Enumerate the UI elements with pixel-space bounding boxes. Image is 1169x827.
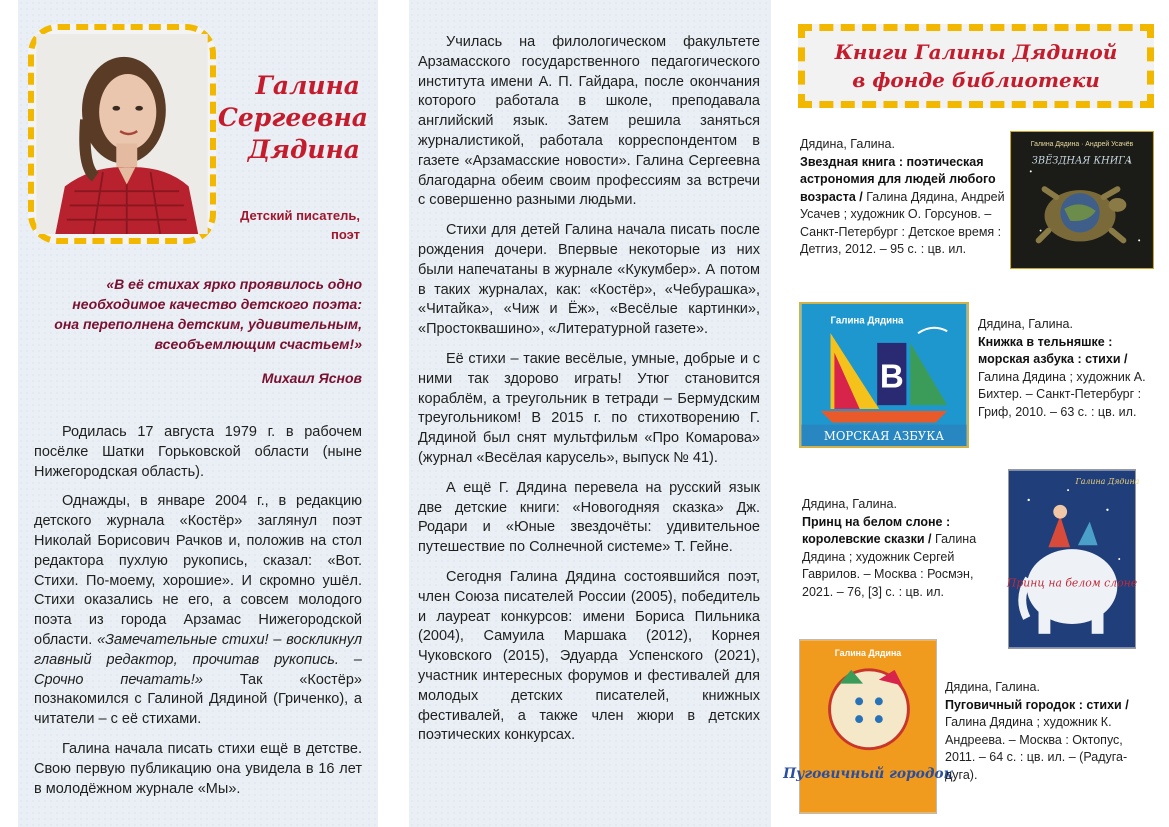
bio-paragraph: Сегодня Галина Дядина состоявшийся поэт, член Союза писателей России (2005), победитель и лауреат конкурсов: имени Бориса Пильника (2004), Самуила Маршака (2012), Корнея Чуковского (2015), Эдуарда Успенского (2021), участник интересных форумов и фестивалей для молодых детских писателей, книжных фестивалей, а также член жюри в детских поэтических конкурсах. xyxy=(418,568,760,744)
book-details: Галина Дядина ; художник Сергей Гаврилов. – Москва : Росмэн, 2021. – 76, [3] с. : цв. ил. xyxy=(802,532,977,599)
bio-paragraph: А ещё Г. Дядина перевела на русский язык две детские книги: «Новогодняя сказка» Дж. Родари и «Юные звездочёты: удивительное путешествие по Солнечной системе» Т. Гейне. xyxy=(418,479,760,556)
book-author: Дядина, Галина. xyxy=(945,680,1040,694)
quote-line: всеобъемлющим счастьем!» xyxy=(154,336,362,352)
cover-top-text: Галина Дядина xyxy=(834,648,902,659)
biography-middle xyxy=(418,33,760,756)
book-title: Книжка в тельняшке : морская азбука : стихи / xyxy=(978,334,1128,366)
header-line: Книги Галины Дядиной xyxy=(834,40,1118,64)
book-author: Дядина, Галина. xyxy=(802,497,897,511)
header-line: в фонде библиотеки xyxy=(852,68,1100,92)
cover-title-text: Пуговичный городок xyxy=(783,766,953,783)
book-entry xyxy=(945,679,1154,784)
book-entry xyxy=(800,136,1005,259)
cover-title-text: ЗВЁЗДНАЯ КНИГА xyxy=(1031,155,1133,167)
book-entry xyxy=(978,316,1154,421)
bio-italic-quote: «Замечательные стихи! – воскликнул главный редактор, прочитав рукопись. – Срочно печатать!» xyxy=(34,631,363,688)
book-details: Галина Дядина ; художник К. Андреева. – Москва : Октопус, 2011. – 64 с. : цв. ил. – (Радуга-дуга). xyxy=(945,715,1128,782)
books-header xyxy=(798,24,1154,108)
bio-paragraph: Родилась 17 августа 1979 г. в рабочем посёлке Шатки Горьковской области (ныне Нижегородская область). xyxy=(34,424,362,480)
bio-paragraph: Стихи для детей Галина начала писать после рождения дочери. Впервые некоторые из них были напечатаны в журнале «Кукумбер». А потом в таких журналах, как: «Костёр», «Чебурашка», «Читайка», «Чиж и Ёж», «Весёлые картинки», «Простоквашино», «Литературной газете». xyxy=(418,222,760,338)
quote-line: она переполнена детским, удивительным, xyxy=(54,316,362,332)
book-author: Дядина, Галина. xyxy=(978,317,1073,331)
author-photo xyxy=(38,34,206,234)
books-header-title xyxy=(835,38,1118,94)
quote-line: «В её стихах ярко проявилось одно xyxy=(106,276,362,292)
biography-left xyxy=(34,423,362,809)
author-photo-frame xyxy=(28,24,216,244)
book-details: Галина Дядина ; художник А. Бихтер. – Санкт-Петербург : Гриф, 2010. – 63 с. : цв. ил. xyxy=(978,369,1146,419)
cover-title-text: МОРСКАЯ АЗБУКА xyxy=(823,429,945,444)
role-line: Детский писатель, xyxy=(240,208,360,223)
book-cover-star-book xyxy=(1010,131,1154,269)
book-cover-prince xyxy=(1006,469,1140,649)
author-name-line: Галина xyxy=(255,71,360,100)
book-author: Дядина, Галина. xyxy=(800,137,895,151)
book-cover-sea-alphabet xyxy=(799,302,969,448)
cover-title-text: Принц на белом слоне xyxy=(1006,576,1138,590)
role-line: поэт xyxy=(331,227,360,242)
quote-author: Михаил Яснов xyxy=(261,370,362,386)
bio-paragraph: Училась на филологическом факультете Арзамасского государственного педагогического института имени А. П. Гайдара, после окончания которого работала в школе, преподавала английский язык. Затем решила заняться журналистикой, работала корреспондентом в газете «Арзамасские новости». Галина Сергеевна благодарна обеим своим профессиям за встречи с совершенно разными людьми. xyxy=(418,34,760,209)
bio-text: Однажды, в январе 2004 г., в редакцию детского журнала «Костёр» заглянул поэт Николай Борисович Рачков и, положив на стол редактора пухлую рукопись, сказал: «Вот. Стихи. По-моему, хорошие». И скромно ушёл. Стихи оказались не его, а совсем молодого поэта из города Арзамас Нижегородской области. xyxy=(34,493,362,648)
author-role xyxy=(218,206,360,244)
cover-top-text: Галина Дядина xyxy=(1075,477,1140,487)
book-cover-button-town xyxy=(783,639,953,814)
quote-line: необходимое качество детского поэта: xyxy=(72,296,362,312)
book-details: Галина Дядина, Андрей Усачев ; художник О. Горсунов. – Санкт-Петербург : Детское время : Детгиз, 2012. – 95 с. : цв. ил. xyxy=(800,189,1005,256)
book-title: Принц на белом слоне : королевские сказки / xyxy=(802,514,951,546)
bio-paragraph xyxy=(34,492,362,730)
cover-top-text: Галина Дядина · Андрей Усачёв xyxy=(1030,140,1134,148)
book-title: Пуговичный городок : стихи / xyxy=(945,697,1129,712)
book-entry xyxy=(802,496,1002,601)
bio-text: Так «Костёр» познакомился с Галиной Дядиной (Гриченко), а читатели – с её стихами. xyxy=(34,671,362,728)
svg-text:В: В xyxy=(879,358,904,396)
author-name xyxy=(218,70,368,166)
author-name-line: Сергеевна xyxy=(218,103,368,132)
author-name-line: Дядина xyxy=(247,135,360,164)
book-title: Звездная книга : поэтическая астрономия для людей любого возраста / xyxy=(800,154,996,204)
bio-paragraph: Её стихи – такие весёлые, умные, добрые и с ними так здорово играть! Утюг становится кораблём, а треугольник в тетради – Бермудским треугольником! В 2015 г. по стихотворению Г. Дядиной был снят мультфильм «Про Комарова» (журнал «Весёлая карусель», выпуск № 41). xyxy=(418,350,760,466)
epigraph-quote xyxy=(50,274,362,354)
cover-top-text: Галина Дядина xyxy=(830,315,904,327)
bio-paragraph: Галина начала писать стихи ещё в детстве. Свою первую публикацию она увидела в 16 лет в молодёжном журнале «Мы». xyxy=(34,740,362,797)
